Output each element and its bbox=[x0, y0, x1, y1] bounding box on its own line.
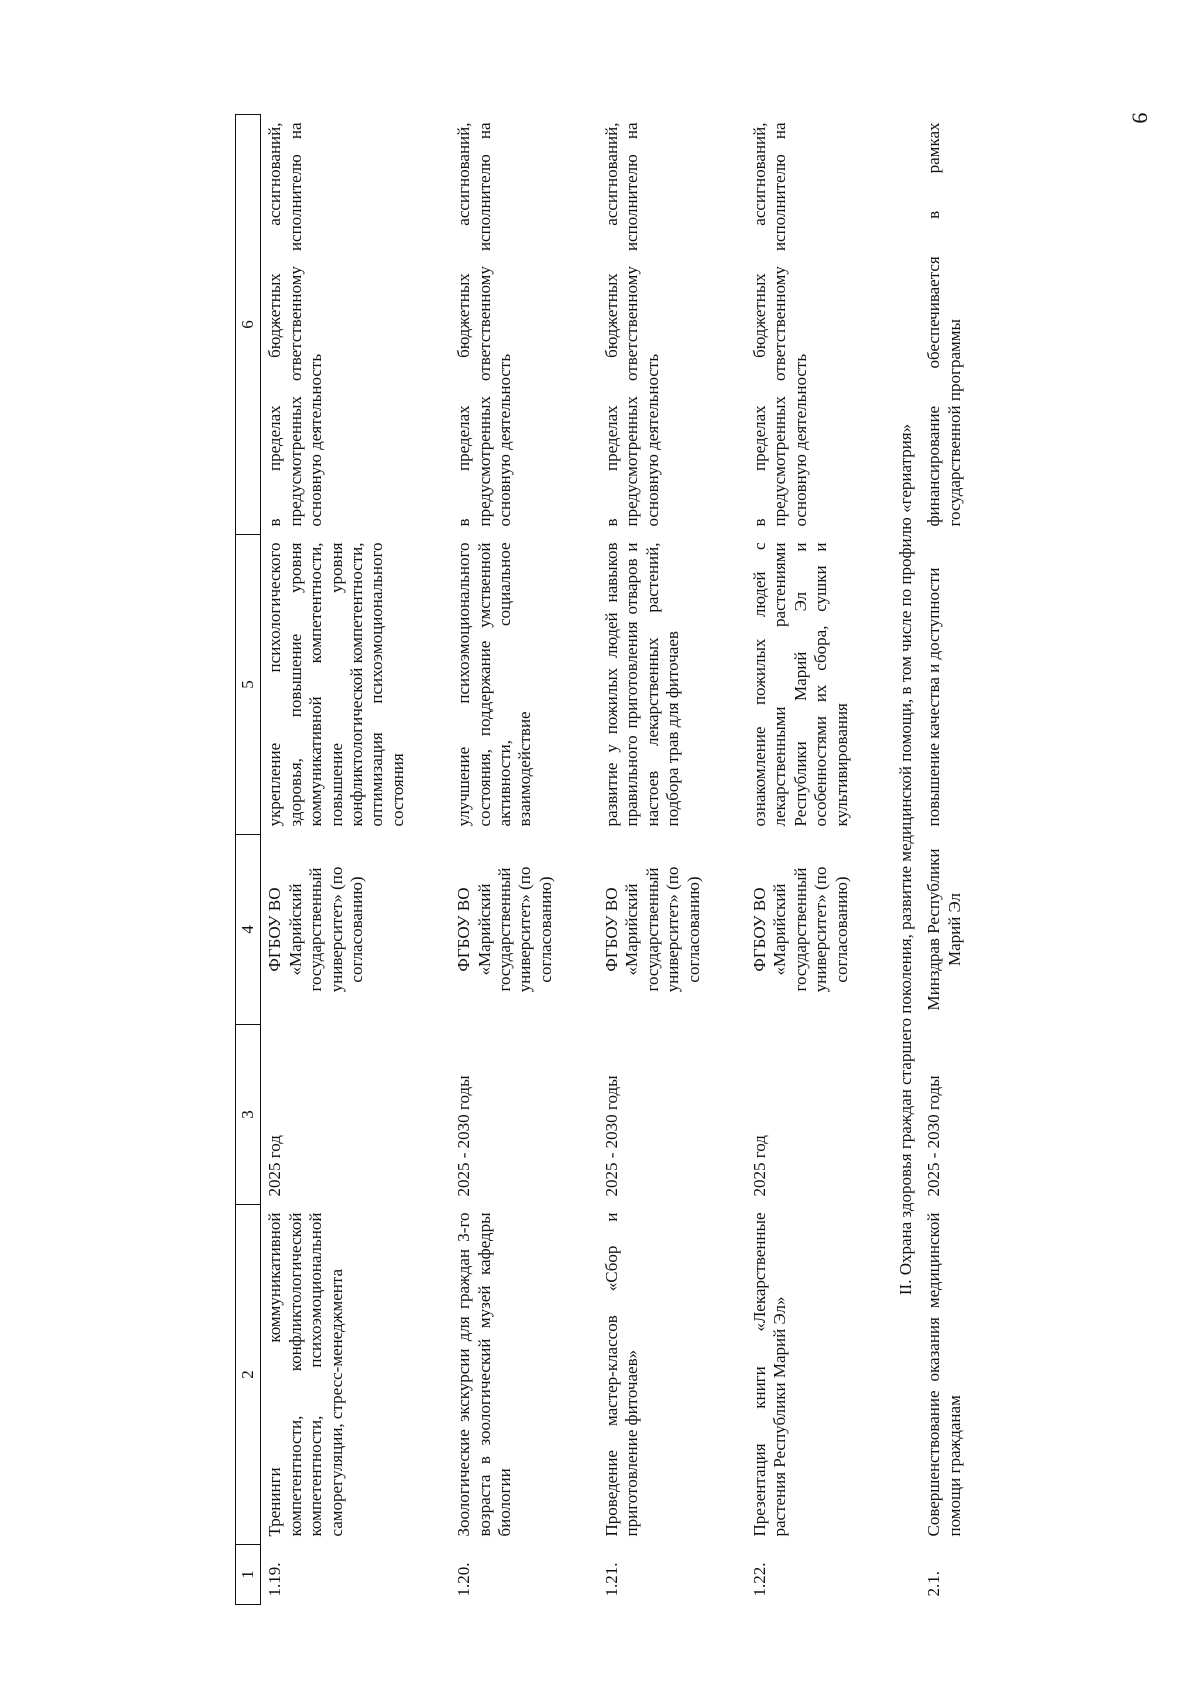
event-name: Тренинги коммуникативной компетентности, конфликтологической компетентности, психоэмоциональной саморегуляции, стресс-менеджмента bbox=[265, 1212, 346, 1537]
event-funding: финансирование обеспечивается в рамках государственной программы bbox=[924, 122, 964, 527]
program-table bbox=[235, 114, 971, 1605]
header-col-4: 4 bbox=[236, 835, 261, 1025]
event-name: Зоологические экскурсии для граждан 3-го возраста в зоологический музей кафедры биологии bbox=[454, 1212, 514, 1537]
event-executor: ФГБОУ ВО «Марийский государственный университет» (по согласованию) bbox=[265, 866, 366, 993]
event-name: Проведение мастер-классов «Сбор и приготовление фиточаев» bbox=[602, 1212, 642, 1537]
event-executor: ФГБОУ ВО «Марийский государственный университет» (по согласованию) bbox=[750, 866, 851, 993]
table-row bbox=[598, 115, 746, 1605]
event-result: повышение качества и доступности bbox=[924, 567, 944, 827]
header-col-3: 3 bbox=[236, 1025, 261, 1205]
table-row bbox=[450, 115, 598, 1605]
table-row bbox=[261, 115, 450, 1605]
event-executor: ФГБОУ ВО «Марийский государственный университет» (по согласованию) bbox=[454, 866, 555, 993]
event-funding: в пределах бюджетных ассигнований, предусмотренных ответственному исполнителю на основную деятельность bbox=[265, 122, 326, 527]
page-number: 9 bbox=[1127, 112, 1153, 124]
event-funding: в пределах бюджетных ассигнований, предусмотренных ответственному исполнителю на основную деятельность bbox=[454, 122, 514, 527]
rotated-page-content bbox=[235, 115, 964, 1605]
table-row bbox=[746, 115, 894, 1605]
section-title-row bbox=[894, 115, 920, 1605]
row-number: 1.22. bbox=[750, 1562, 770, 1597]
table-row bbox=[920, 115, 971, 1605]
event-result: улучшение психоэмоционального состояния, поддержание умственной активности, социальное взаимодействие bbox=[454, 542, 535, 827]
event-executor: ФГБОУ ВО «Марийский государственный университет» (по согласованию) bbox=[602, 866, 703, 993]
event-funding: в пределах бюджетных ассигнований, предусмотренных ответственному исполнителю на основную деятельность bbox=[602, 122, 662, 527]
header-col-6: 6 bbox=[236, 115, 261, 535]
row-number: 1.19. bbox=[265, 1562, 285, 1597]
event-funding: в пределах бюджетных ассигнований, предусмотренных ответственному исполнителю на основную деятельность bbox=[750, 122, 810, 527]
header-col-2: 2 bbox=[236, 1205, 261, 1545]
event-executor: Минздрав Республики Марий Эл bbox=[924, 848, 964, 1011]
section-title: II. Охрана здоровья граждан старшего поколения, развитие медицинской помощи, в том числе по профилю «гериатрия» bbox=[895, 423, 915, 1296]
event-result: развитие у пожилых людей навыков правильного приготовления отваров и настоев лекарственных растений, подбора трав для фиточаев bbox=[602, 542, 683, 827]
event-period: 2025 - 2030 годы bbox=[454, 1075, 474, 1197]
row-number: 1.21. bbox=[602, 1562, 622, 1597]
event-period: 2025 - 2030 годы bbox=[924, 1075, 944, 1197]
event-name: Совершенствование оказания медицинской помощи гражданам bbox=[924, 1212, 964, 1537]
row-number: 2.1. bbox=[924, 1571, 944, 1597]
row-number: 1.20. bbox=[454, 1562, 474, 1597]
event-result: ознакомление пожилых людей с лекарственными растениями Республики Марий Эл и особенностями их сбора, сушки и культивирования bbox=[750, 542, 851, 827]
event-name: Презентация книги «Лекарственные растения Республики Марий Эл» bbox=[750, 1212, 790, 1537]
event-period: 2025 год bbox=[750, 1135, 770, 1197]
table-header-row bbox=[236, 115, 261, 1605]
header-col-5: 5 bbox=[236, 535, 261, 835]
event-result: укрепление психологического здоровья, повышение уровня коммуникативной компетентности, повышение уровня конфликтологической компетентности, оптимизация психоэмоционального состояния bbox=[265, 542, 407, 827]
header-col-1: 1 bbox=[236, 1545, 261, 1605]
event-period: 2025 - 2030 годы bbox=[602, 1075, 622, 1197]
event-period: 2025 год bbox=[265, 1135, 285, 1197]
